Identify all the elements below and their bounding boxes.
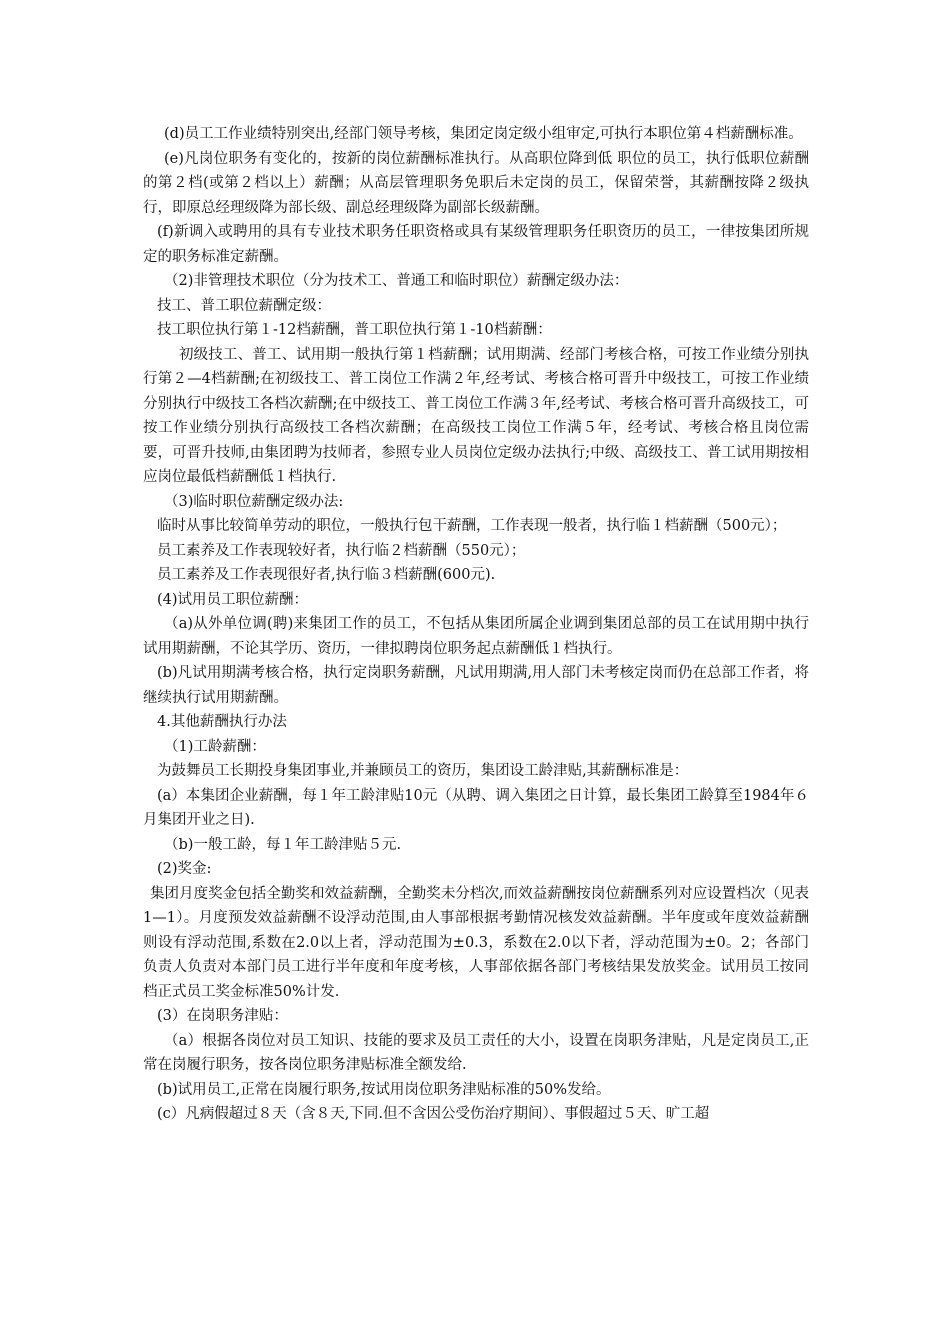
paragraph-temporary-level-1: 临时从事比较简单劳动的职位，一般执行包干薪酬，工作表现一般者，执行临１档薪酬（500元）； <box>157 518 787 534</box>
paragraph-b-general-seniority: （b)一般工龄，每１年工龄津贴５元. <box>164 836 402 853</box>
paragraph-temporary-level-2: 员工素养及工作表现较好者，执行临２档薪酬（550元）； <box>157 542 526 559</box>
paragraph-seniority-intro: 为鼓舞员工长期投身集团事业,并兼顾员工的资历，集团设工龄津贴,其薪酬标准是： <box>157 763 689 779</box>
heading-temporary-grading: （3)临时职位薪酬定级办法: <box>164 493 344 510</box>
paragraph-d-outstanding-performance: (d)员工工作业绩特别突出,经部门领导考核，集团定岗定级小组审定,可执行本职位第４档薪酬标准。 <box>164 126 803 142</box>
paragraph-a-group-seniority: (a）本集团企业薪酬，每１年工龄津贴10元（从聘、调入集团之日计算，最长集团工龄算至1984年６月集团开业之日). <box>143 787 809 828</box>
paragraph-technician-promotion: 初级技工、普工、试用期一般执行第１档薪酬；试用期满、经部门考核合格，可按工作业绩分别执行第２—4档薪酬;在初级技工、普工岗位工作满２年,经考试、考核合格可晋升中级技工，可按工作业绩分别执行中级技工各档次薪酬;在中级技工、普工岗位工作满３年,经考试、考核合格可晋升高级技工，可按工作业绩分别执行高级技工各档次薪酬；在高级技工岗位工作满５年，经考试、考核合格且岗位需要，可晋升技师,由集团聘为技师者，参照专业人员岗位定级办法执行;中级、高级技工、普工试用期按相应岗位最低档薪酬低１档执行. <box>143 346 809 485</box>
paragraph-f-new-hires: (f)新调入或聘用的具有专业技术职务任职资格或具有某级管理职务任职资历的员工，一律按集团所规定的职务标准定薪酬。 <box>143 224 809 265</box>
paragraph-b-allowance-probation: (b)试用员工,正常在岗履行职务,按试用岗位职务津贴标准的50%发给。 <box>157 1081 611 1098</box>
paragraph-a-probation-transfer: （a)从外单位调(聘)来集团工作的员工，不包括从集团所属企业调到集团总部的员工在试用期中执行试用期薪酬，不论其学历、资历，一律拟聘岗位职务起点薪酬低１档执行。 <box>143 616 809 657</box>
heading-non-management-grading: （2)非管理技术职位（分为技术工、普通工和临时职位）薪酬定级办法： <box>164 273 629 289</box>
document-body <box>143 122 809 1127</box>
paragraph-a-allowance-full: （a）根据各岗位对员工知识、技能的要求及员工责任的大小，设置在岗职务津贴，凡是定岗员工,正常在岗履行职务，按各岗位职务津贴标准全额发给. <box>143 1032 809 1073</box>
subheading-technician-grading: 技工、普工职位薪酬定级： <box>157 297 331 314</box>
paragraph-c-allowance-leave: (c）凡病假超过８天（含８天,下同.但不含因公受伤治疗期间）、事假超过５天、旷工超 <box>157 1106 710 1122</box>
paragraph-temporary-level-3: 员工素养及工作表现很好者,执行临３档薪酬(600元). <box>157 567 496 583</box>
paragraph-b-probation-end: (b)凡试用期满考核合格，执行定岗职务薪酬，凡试用期满,用人部门未考核定岗而仍在总部工作者，将继续执行试用期薪酬。 <box>143 665 809 706</box>
paragraph-bonus-details: 集团月度奖金包括全勤奖和效益薪酬，全勤奖未分档次,而效益薪酬按岗位薪酬系列对应设置档次（见表1—1）。月度预发效益薪酬不设浮动范围,由人事部根据考勤情况核发效益薪酬。半年度或年度效益薪酬则设有浮动范围,系数在2.0以上者，浮动范围为±0.3，系数在2.0以下者，浮动范围为±0。2；各部门负责人负责对本部门员工进行半年度和年度考核，人事部依据各部门考核结果发放奖金。试用员工按同档正式员工奖金标准50%计发. <box>143 885 809 1000</box>
heading-probation-salary: (4)试用员工职位薪酬： <box>157 591 309 608</box>
heading-other-salary-rules: 4.其他薪酬执行办法 <box>157 714 287 730</box>
heading-bonus: (2)奖金: <box>157 861 212 877</box>
heading-position-allowance: (3）在岗职务津贴： <box>157 1008 288 1024</box>
heading-seniority-salary: （1)工龄薪酬： <box>164 738 266 755</box>
paragraph-e-position-change: (e)凡岗位职务有变化的，按新的岗位薪酬标准执行。从高职位降到低 职位的员工，执行低职位薪酬的第２档(或第２档以上）薪酬；从高层管理职务免职后未定岗的员工，保留荣誉，其薪酬按降２级执行，即原总经理级降为部长级、副总经理级降为副部长级薪酬。 <box>143 150 809 216</box>
paragraph-technician-levels: 技工职位执行第１-12档薪酬，普工职位执行第１-10档薪酬： <box>157 322 552 338</box>
